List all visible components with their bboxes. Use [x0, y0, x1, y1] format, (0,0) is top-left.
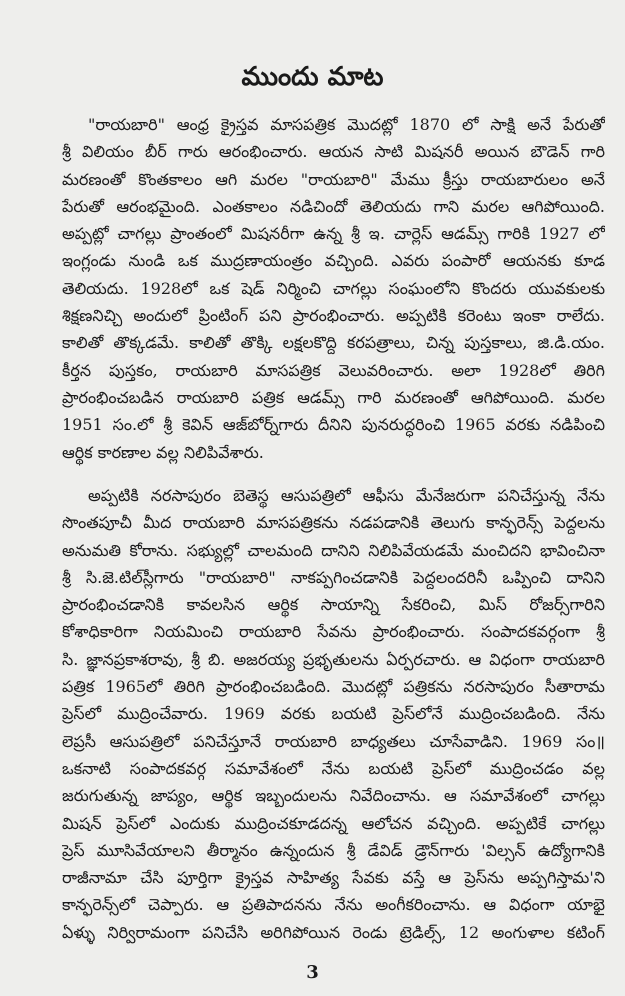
- text-line: తెలియదు. 1928లో ఒక షెడ్ నిర్మించి చాగల్లు సంఘంలోని కొందరు యువకులకు: [62, 278, 605, 298]
- text-line: సి. జ్ఞానప్రకాశరావు, శ్రీ బి. అజరయ్య ప్రభృతులను ఏర్పరచారు. ఆ విధంగా రాయబారి: [62, 649, 605, 669]
- text-line: మరణంతో కొంతకాలం ఆగి మరల "రాయబారి" మేము క్రీస్తు రాయబారులం అనే: [62, 169, 605, 189]
- text-line: 1951 సం.లో శ్రీ కెవిన్ ఆజ్‌బోర్న్‌గారు దీనిని పునరుద్ధరించి 1965 వరకు నడిపించి: [62, 415, 605, 435]
- text-line: పేరుతో ఆరంభమైంది. ఎంతకాలం నడిచిందో తెలియదు గాని మరల ఆగిపోయింది.: [62, 196, 605, 216]
- text-line: శ్రీ సి.జె.టిల్‌స్లీగారు "రాయబారి" నాకప్పగించడానికి పెద్దలందరినీ ఒప్పించి దానిని: [62, 567, 605, 587]
- text-line: "రాయబారి" ఆంధ్ర క్రైస్తవ మాసపత్రిక మొదట్లో 1870 లో సాక్షి అనే పేరుతో: [88, 115, 605, 134]
- text-line: అప్పట్లో చాగల్లు ప్రాంతంలో మిషనరీగా ఉన్న శ్రీ ఇ. చార్లెస్ ఆడమ్స్ గారికి 1927 లో: [62, 224, 605, 244]
- page-title: ముందు మాట: [241, 62, 384, 92]
- text-line: లెప్రసీ ఆసుపత్రిలో పనిచేస్తూనే రాయబారి బాధ్యతలు చూసేవాడిని. 1969 సం॥: [62, 731, 605, 751]
- paragraph-2: [62, 482, 605, 946]
- text-line: ఒకనాటి సంపాదకవర్గ సమావేశంలో నేను బయటి ప్రెస్‌లో ముద్రించడం వల్ల: [62, 758, 605, 778]
- text-line: ప్రెస్ మూసివేయాలని తీర్మానం ఉన్నందున శ్రీ డేవిడ్ డ్రౌన్‌గారు 'విల్సన్ ఉద్యోగానికి: [62, 840, 605, 860]
- text-line: సొంతపూచీ మీద రాయబారి మాసపత్రికను నడపడానికి తెలుగు కాన్ఫరెన్స్ పెద్దలను: [62, 513, 605, 533]
- paragraph-1: [62, 111, 605, 466]
- text-line: రాజీనామా చేసి పూర్తిగా క్రైస్తవ సాహిత్య సేవకు వస్తే ఆ ప్రెస్‌ను అప్పగిస్తామ'ని: [62, 868, 605, 888]
- text-line: కోశాధికారిగా నియమించి రాయబారి సేవను ప్రారంభించారు. సంపాదకవర్గంగా శ్రీ: [62, 622, 605, 642]
- text-line: మిషన్ ప్రెస్‌లో ఎందుకు ముద్రించకూడదన్న ఆలోచన వచ్చింది. అప్పటికే చాగల్లు: [62, 813, 605, 833]
- text-line: పత్రిక 1965లో తిరిగి ప్రారంభించబడింది. మొదట్లో పత్రికను నరసాపురం సీతారామ: [62, 677, 605, 697]
- text-line: కాన్ఫరెన్స్‌లో చెప్పారు. ఆ ప్రతిపాదనను నేను అంగీకరించాను. ఆ విధంగా యాభై: [62, 895, 605, 915]
- text-line: జరుగుతున్న జాప్యం, ఆర్థిక ఇబ్బందులను నివేదించాను. ఆ సమావేశంలో చాగల్లు: [62, 786, 605, 806]
- text-line: ప్రారంభించబడిన రాయబారి పత్రిక ఆడమ్స్ గారి మరణంతో ఆగిపోయింది. మరల: [62, 387, 605, 407]
- text-line: శ్రీ విలియం బీర్ గారు ఆరంభించారు. ఆయన సాటి మిషనరీ అయిన బౌడెన్ గారి: [62, 142, 605, 162]
- text-line: శిక్షణనిచ్చి అందులో ప్రింటింగ్ పని ప్రారంభించారు. అప్పటికి కరెంటు ఇంకా రాలేదు.: [62, 306, 605, 326]
- text-line: ప్రారంభించడానికి కావలసిన ఆర్థిక సాయాన్ని సేకరించి, మిస్ రోజర్స్‌గారిని: [62, 595, 605, 615]
- text-line: అప్పటికి నరసాపురం బెతెస్థ ఆసుపత్రిలో ఆఫీసు మేనేజరుగా పనిచేస్తున్న నేను: [88, 486, 605, 505]
- text-line: ప్రెస్‌లో ముద్రించేవారు. 1969 వరకు బయటి ప్రెస్‌లోనే ముద్రించబడింది. నేను: [62, 704, 605, 724]
- text-line: కాలితో తొక్కడమే. కాలితో తొక్కి లక్షలకొద్ది కరపత్రాలు, చిన్న పుస్తకాలు, జి.డి.యం.: [62, 333, 605, 353]
- text-line: ఇంగ్లండు నుండి ఒక ముద్రణాయంత్రం వచ్చింది. ఎవరు పంపారో ఆయనకు కూడ: [62, 251, 605, 271]
- text-line: ఆర్థిక కారణాల వల్ల నిలిపివేశారు.: [62, 442, 264, 462]
- page-number: 3: [306, 962, 319, 983]
- text-line: అనుమతి కోరాను. సభ్యుల్లో చాలమంది దానిని నిలిపివేయడమే మంచిదని భావించినా: [62, 540, 605, 560]
- text-line: కీర్తన పుస్తకం, రాయబారి మాసపత్రిక వెలువరించారు. అలా 1928లో తిరిగి: [62, 360, 605, 380]
- text-line: ఏళ్ళు నిర్విరామంగా పనిచేసి అరిగిపోయిన రెండు ట్రెడిల్స్, 12 అంగుళాల కటింగ్: [62, 922, 605, 942]
